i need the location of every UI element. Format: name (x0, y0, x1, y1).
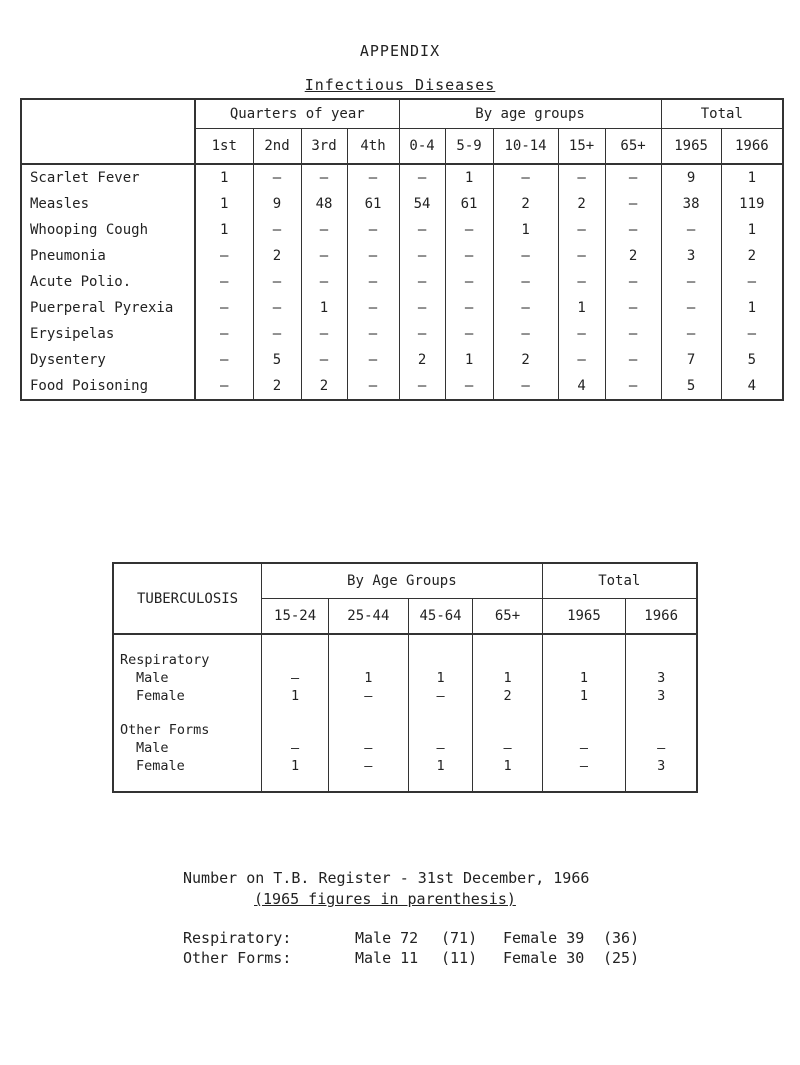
table-cell: – (301, 321, 347, 347)
table-cell: 4 (721, 373, 783, 400)
table-cell: 2 (558, 191, 605, 217)
table-cell: 1 (195, 191, 253, 217)
table-row (21, 295, 783, 321)
table-cell: – (399, 373, 445, 400)
table-cell: – (558, 347, 605, 373)
table-cell: – (399, 243, 445, 269)
table-cell: – (347, 164, 399, 191)
table-cell: 1 (262, 687, 329, 705)
table-cell: – (301, 269, 347, 295)
table-cell: 1 (473, 669, 542, 687)
spacer-cell (473, 634, 542, 651)
table-cell: – (661, 295, 721, 321)
spacer-cell (262, 705, 329, 721)
table-cell: 2 (399, 347, 445, 373)
table-cell: – (473, 739, 542, 757)
table-cell: – (195, 347, 253, 373)
table-cell: – (493, 295, 558, 321)
table-cell: – (347, 295, 399, 321)
section-title (0, 76, 800, 94)
disease-name: Acute Polio. (21, 269, 195, 295)
column-header: 1965 (542, 599, 626, 635)
column-header: 45-64 (408, 599, 473, 635)
table-cell: – (329, 757, 409, 775)
table-cell: – (301, 347, 347, 373)
column-header: 1965 (661, 129, 721, 165)
table-cell (408, 721, 473, 739)
spacer-cell (113, 634, 262, 651)
table-cell (329, 721, 409, 739)
column-header: 10-14 (493, 129, 558, 165)
table-cell: – (253, 164, 301, 191)
table-cell: – (558, 269, 605, 295)
register-female-prev: (36) (603, 929, 640, 947)
table-cell: 54 (399, 191, 445, 217)
table-row (113, 669, 697, 687)
table-cell: 3 (626, 669, 697, 687)
table-cell: 1 (408, 669, 473, 687)
table-cell (408, 651, 473, 669)
table-cell: 1 (721, 217, 783, 243)
table-cell: – (605, 321, 661, 347)
table-cell: – (445, 373, 493, 400)
table-cell (626, 651, 697, 669)
table-cell: – (558, 321, 605, 347)
register-label: Other Forms: (183, 949, 292, 967)
column-header: 15-24 (262, 599, 329, 635)
register-female-prev: (25) (603, 949, 640, 967)
table-cell: – (301, 243, 347, 269)
spacer-row (113, 634, 697, 651)
spacer-cell (408, 634, 473, 651)
disease-name: Puerperal Pyrexia (21, 295, 195, 321)
disease-name: Whooping Cough (21, 217, 195, 243)
register-male: Male 11 (355, 949, 419, 967)
table-cell: – (399, 269, 445, 295)
table-cell (473, 651, 542, 669)
table-cell (542, 721, 626, 739)
section-name: Respiratory (113, 651, 262, 669)
table-cell: 1 (445, 164, 493, 191)
column-header: 65+ (605, 129, 661, 165)
table-cell: – (301, 164, 347, 191)
table-cell: – (445, 269, 493, 295)
table-cell (329, 651, 409, 669)
disease-name: Scarlet Fever (21, 164, 195, 191)
table-cell: – (399, 295, 445, 321)
table-cell: – (661, 321, 721, 347)
table-cell: – (301, 217, 347, 243)
register-female: Female 39 (503, 929, 585, 947)
row-name: Male (113, 669, 262, 687)
table-cell: 1 (493, 217, 558, 243)
table-cell: – (542, 739, 626, 757)
table-cell (262, 651, 329, 669)
register-line (183, 929, 743, 949)
column-header: 3rd (301, 129, 347, 165)
table-cell: – (262, 669, 329, 687)
table-cell: – (493, 243, 558, 269)
table-cell: – (445, 243, 493, 269)
tuberculosis-table (112, 562, 698, 793)
table-cell: – (721, 269, 783, 295)
tb-title: TUBERCULOSIS (113, 563, 262, 634)
section-row (113, 721, 697, 739)
spacer-cell (329, 775, 409, 792)
table-row (21, 321, 783, 347)
table-cell: – (605, 269, 661, 295)
column-header: 25-44 (329, 599, 409, 635)
table-cell: 1 (195, 217, 253, 243)
spacer-cell (473, 775, 542, 792)
table-cell: – (195, 243, 253, 269)
table-cell: 3 (626, 757, 697, 775)
table-cell: – (399, 321, 445, 347)
blank-header (21, 99, 195, 129)
table-cell: 2 (605, 243, 661, 269)
table-cell: – (605, 164, 661, 191)
table-cell: 2 (493, 347, 558, 373)
table-cell: 1 (301, 295, 347, 321)
total-header: Total (661, 99, 783, 129)
table-cell: – (329, 687, 409, 705)
table-cell: 2 (721, 243, 783, 269)
table-cell: – (399, 164, 445, 191)
spacer-cell (626, 705, 697, 721)
table-cell: – (605, 217, 661, 243)
age-groups-header: By age groups (399, 99, 661, 129)
table-cell: – (445, 217, 493, 243)
table-cell: 48 (301, 191, 347, 217)
register-title: Number on T.B. Register - 31st December, 1966 (183, 869, 590, 887)
register-subtitle: (1965 figures in parenthesis) (254, 890, 516, 908)
table-cell: – (408, 687, 473, 705)
spacer-cell (329, 705, 409, 721)
table-cell: 7 (661, 347, 721, 373)
table-row (21, 217, 783, 243)
table-cell: 3 (661, 243, 721, 269)
table-cell: – (493, 269, 558, 295)
spacer-cell (626, 634, 697, 651)
table-row (113, 757, 697, 775)
spacer-cell (408, 775, 473, 792)
quarters-header: Quarters of year (195, 99, 399, 129)
table-cell: – (558, 217, 605, 243)
table-cell: 5 (253, 347, 301, 373)
register-female: Female 30 (503, 949, 585, 967)
table-cell: 1 (473, 757, 542, 775)
spacer-cell (262, 634, 329, 651)
tb-age-groups-header: By Age Groups (262, 563, 542, 599)
spacer-row (113, 775, 697, 792)
table-cell: – (347, 243, 399, 269)
infectious-diseases-table (20, 98, 784, 401)
table-cell: – (347, 321, 399, 347)
column-header: 1966 (626, 599, 697, 635)
table-cell: – (195, 321, 253, 347)
table-cell (626, 721, 697, 739)
table-cell: 5 (661, 373, 721, 400)
disease-name: Dysentery (21, 347, 195, 373)
column-header: 1st (195, 129, 253, 165)
table-cell: 2 (473, 687, 542, 705)
table-cell: – (195, 373, 253, 400)
table-cell: – (626, 739, 697, 757)
disease-name: Erysipelas (21, 321, 195, 347)
column-header: 5-9 (445, 129, 493, 165)
register-male: Male 72 (355, 929, 419, 947)
table-cell: – (493, 373, 558, 400)
table-cell: 2 (253, 243, 301, 269)
table-cell: – (558, 243, 605, 269)
table-row (21, 191, 783, 217)
table-row (21, 269, 783, 295)
table-cell: – (605, 373, 661, 400)
table-cell: 1 (558, 295, 605, 321)
table-cell: 9 (661, 164, 721, 191)
register-line (183, 949, 743, 969)
table-cell: – (253, 269, 301, 295)
tb-total-header: Total (542, 563, 697, 599)
table-cell: 1 (408, 757, 473, 775)
table-cell: 1 (195, 164, 253, 191)
table-row (21, 243, 783, 269)
spacer-cell (262, 775, 329, 792)
table-cell: – (605, 295, 661, 321)
column-header: 4th (347, 129, 399, 165)
table-cell: – (493, 164, 558, 191)
table-cell: 9 (253, 191, 301, 217)
table-cell: 61 (347, 191, 399, 217)
spacer-cell (626, 775, 697, 792)
table-cell: – (408, 739, 473, 757)
table-cell: – (329, 739, 409, 757)
section-title-text: Infectious Diseases (304, 76, 496, 94)
spacer-cell (113, 705, 262, 721)
disease-name: Measles (21, 191, 195, 217)
table-row (113, 739, 697, 757)
disease-name: Pneumonia (21, 243, 195, 269)
table-cell: 119 (721, 191, 783, 217)
register-male-prev: (71) (441, 929, 478, 947)
spacer-row (113, 705, 697, 721)
table-cell: 61 (445, 191, 493, 217)
spacer-cell (329, 634, 409, 651)
table-cell: 1 (721, 164, 783, 191)
table-cell (262, 721, 329, 739)
spacer-cell (542, 705, 626, 721)
table-cell: – (605, 347, 661, 373)
table-cell: – (347, 347, 399, 373)
table-row (21, 347, 783, 373)
table-row (113, 687, 697, 705)
table-cell: – (542, 757, 626, 775)
section-name: Other Forms (113, 721, 262, 739)
disease-name: Food Poisoning (21, 373, 195, 400)
table-cell: 2 (253, 373, 301, 400)
table-cell: – (399, 217, 445, 243)
table-cell: 2 (301, 373, 347, 400)
table-cell: 1 (721, 295, 783, 321)
table-cell: 1 (445, 347, 493, 373)
table-cell: – (253, 217, 301, 243)
table-cell: – (195, 269, 253, 295)
section-row (113, 651, 697, 669)
register-male-prev: (11) (441, 949, 478, 967)
table-row (21, 164, 783, 191)
table-cell: 2 (493, 191, 558, 217)
table-cell: 1 (329, 669, 409, 687)
register-label: Respiratory: (183, 929, 292, 947)
spacer-cell (542, 634, 626, 651)
table-cell: – (195, 295, 253, 321)
table-cell: – (253, 321, 301, 347)
column-header: 65+ (473, 599, 542, 635)
row-name: Female (113, 757, 262, 775)
appendix-title: APPENDIX (359, 42, 441, 60)
table-cell: – (605, 191, 661, 217)
table-cell: – (445, 321, 493, 347)
table-cell: 1 (542, 687, 626, 705)
table-cell: – (253, 295, 301, 321)
table-cell: – (661, 217, 721, 243)
table-cell: 5 (721, 347, 783, 373)
spacer-cell (113, 775, 262, 792)
spacer-cell (473, 705, 542, 721)
table-cell: – (721, 321, 783, 347)
table-cell: 3 (626, 687, 697, 705)
column-header: 1966 (721, 129, 783, 165)
row-name: Male (113, 739, 262, 757)
table-cell (473, 721, 542, 739)
table-cell: 38 (661, 191, 721, 217)
table-cell: – (558, 164, 605, 191)
table-cell: – (493, 321, 558, 347)
column-header: 2nd (253, 129, 301, 165)
table-cell: 1 (542, 669, 626, 687)
blank-header (21, 129, 195, 165)
table-cell (542, 651, 626, 669)
table-cell: – (661, 269, 721, 295)
table-cell: – (347, 217, 399, 243)
table-cell: 1 (262, 757, 329, 775)
spacer-cell (542, 775, 626, 792)
spacer-cell (408, 705, 473, 721)
table-cell: – (347, 373, 399, 400)
column-header: 0-4 (399, 129, 445, 165)
row-name: Female (113, 687, 262, 705)
table-cell: – (262, 739, 329, 757)
register-lines (183, 929, 743, 969)
table-cell: – (347, 269, 399, 295)
table-cell: 4 (558, 373, 605, 400)
table-row (21, 373, 783, 400)
column-header: 15+ (558, 129, 605, 165)
table-cell: – (445, 295, 493, 321)
